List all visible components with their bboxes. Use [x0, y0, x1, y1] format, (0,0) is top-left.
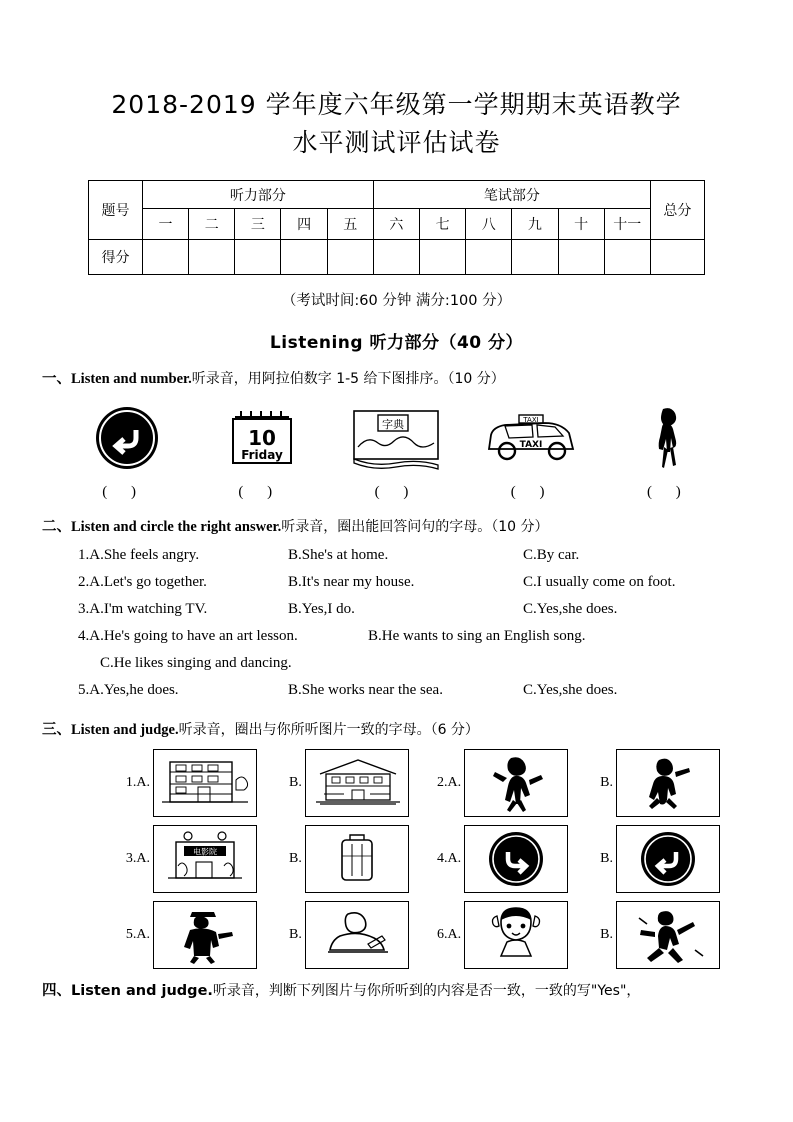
- score-table-total: 总分: [650, 181, 704, 240]
- score-cell-11[interactable]: [604, 240, 650, 275]
- question-4-heading: [42, 979, 793, 1000]
- choice-row-3: [78, 596, 793, 623]
- score-table-num-11: 十一: [604, 209, 650, 240]
- score-cell-8[interactable]: [466, 240, 512, 275]
- judge-item-3a[interactable]: [120, 825, 257, 893]
- girl-jumping-icon: [616, 749, 720, 817]
- judge-row-2: [120, 825, 720, 893]
- score-table-label-number: 题号: [89, 181, 143, 240]
- question-3-index: 三、: [42, 722, 71, 738]
- score-table-num-5: 五: [327, 209, 373, 240]
- score-table-num-7: 七: [420, 209, 466, 240]
- choice-row-4: [78, 623, 793, 650]
- listening-section-heading: Listening 听力部分（40 分）: [269, 333, 524, 353]
- house-building-icon: [305, 749, 409, 817]
- question-1-heading: [42, 367, 793, 388]
- judge-label-5a[interactable]: 5.A.: [125, 927, 150, 942]
- bracket-3[interactable]: ( ): [374, 484, 419, 500]
- question-1-title-cn: 听录音，用阿拉伯数字 1-5 给下图排序。（10 分）: [191, 371, 505, 387]
- judge-item-3b[interactable]: [276, 825, 409, 893]
- judge-label-1a[interactable]: 1.A.: [125, 775, 150, 790]
- choice-row-5: [78, 677, 793, 704]
- judge-label-6a[interactable]: 6.A.: [437, 927, 462, 942]
- judge-label-6b[interactable]: B.: [600, 927, 613, 942]
- judge-item-1b[interactable]: [276, 749, 409, 817]
- svg-text:10: 10: [247, 426, 276, 450]
- question-2-heading: [42, 515, 793, 536]
- choice-2-a[interactable]: 2.A.Let's go together.: [78, 574, 207, 590]
- choice-row-2: [78, 569, 793, 596]
- choice-5-a[interactable]: 5.A.Yes,he does.: [78, 682, 179, 698]
- choice-2-c[interactable]: C.I usually come on foot.: [523, 574, 676, 590]
- judge-label-2b[interactable]: B.: [600, 775, 613, 790]
- score-cell-10[interactable]: [558, 240, 604, 275]
- choice-4-c[interactable]: C.He likes singing and dancing.: [100, 655, 292, 671]
- judge-item-4a[interactable]: [431, 825, 568, 893]
- choice-1-c[interactable]: C.By car.: [523, 547, 580, 563]
- judge-label-4a[interactable]: 4.A.: [437, 851, 462, 866]
- svg-text:TAXI: TAXI: [523, 416, 539, 424]
- judge-row-1: [120, 749, 720, 817]
- score-table-section-listening: 听力部分: [142, 181, 373, 209]
- cinema-building-icon: [153, 825, 257, 893]
- judge-label-3a[interactable]: 3.A.: [125, 851, 150, 866]
- question-1-index: 一、: [42, 371, 71, 387]
- turn-right-sign-icon: [464, 825, 568, 893]
- judge-label-1b[interactable]: B.: [289, 775, 302, 790]
- question-3-title-cn: 听录音，圈出与你所听图片一致的字母。（6 分）: [178, 722, 479, 738]
- calendar-friday-icon: [207, 400, 317, 476]
- score-table-num-8: 八: [466, 209, 512, 240]
- score-table-num-4: 四: [281, 209, 327, 240]
- svg-text:TAXI: TAXI: [519, 440, 543, 450]
- person-walking-icon: [611, 400, 721, 476]
- girl-dancing-icon: [464, 749, 568, 817]
- score-table: [88, 180, 705, 275]
- choice-4-b[interactable]: B.He wants to sing an English song.: [368, 628, 586, 644]
- judge-item-5a[interactable]: [120, 901, 257, 969]
- score-table-section-written: 笔试部分: [373, 181, 650, 209]
- judge-item-1a[interactable]: [120, 749, 257, 817]
- man-writing-icon: [305, 901, 409, 969]
- girl-face-icon: [464, 901, 568, 969]
- score-table-num-1: 一: [142, 209, 188, 240]
- judge-label-5b[interactable]: B.: [289, 927, 302, 942]
- score-table-num-6: 六: [373, 209, 419, 240]
- question-4-title-cn: 听录音，判断下列图片与你所听到的内容是否一致，一致的写"Yes"，: [212, 983, 641, 999]
- question-4-index: 四、: [42, 983, 71, 999]
- score-cell-2[interactable]: [189, 240, 235, 275]
- choice-5-b[interactable]: B.She works near the sea.: [288, 682, 443, 698]
- judge-item-6b[interactable]: [587, 901, 720, 969]
- suitcase-icon: [305, 825, 409, 893]
- arrow-left-sign-icon: [72, 400, 182, 476]
- question-2-choices: [78, 542, 793, 704]
- judge-item-6a[interactable]: [431, 901, 568, 969]
- person-running-icon: [616, 901, 720, 969]
- judge-item-5b[interactable]: [276, 901, 409, 969]
- score-cell-total[interactable]: [650, 240, 704, 275]
- score-cell-6[interactable]: [373, 240, 419, 275]
- bracket-2[interactable]: ( ): [238, 484, 283, 500]
- choice-4-a[interactable]: 4.A.He's going to have an art lesson.: [78, 628, 298, 644]
- question-3-grid: [120, 749, 720, 969]
- judge-label-3b[interactable]: B.: [289, 851, 302, 866]
- judge-label-2a[interactable]: 2.A.: [437, 775, 462, 790]
- title-line-2: 水平测试评估试卷: [292, 128, 501, 157]
- choice-3-b[interactable]: B.Yes,I do.: [288, 601, 355, 617]
- svg-text:Friday: Friday: [241, 448, 283, 462]
- choice-row-4-cont: [78, 650, 793, 677]
- bracket-5[interactable]: ( ): [646, 484, 691, 500]
- question-2-title-cn: 听录音，圈出能回答问句的字母。（10 分）: [281, 519, 549, 535]
- choice-3-a[interactable]: 3.A.I'm watching TV.: [78, 601, 208, 617]
- question-1-answer-brackets: [56, 484, 737, 501]
- score-cell-1[interactable]: [142, 240, 188, 275]
- question-4-title-en: Listen and judge.: [71, 983, 213, 999]
- judge-item-4b[interactable]: [587, 825, 720, 893]
- svg-text:字典: 字典: [382, 418, 405, 431]
- score-cell-9[interactable]: [512, 240, 558, 275]
- score-table-num-3: 三: [235, 209, 281, 240]
- title-line-1: 2018-2019 学年度六年级第一学期期末英语教学: [111, 90, 682, 119]
- taxi-car-icon: [476, 400, 586, 476]
- choice-row-1: [78, 542, 793, 569]
- choice-1-b[interactable]: B.She's at home.: [288, 547, 389, 563]
- score-table-label-score: 得分: [89, 240, 143, 275]
- score-cell-7[interactable]: [420, 240, 466, 275]
- school-building-icon: [153, 749, 257, 817]
- question-1-picture-row: [60, 398, 733, 476]
- choice-2-b[interactable]: B.It's near my house.: [288, 574, 415, 590]
- score-table-num-2: 二: [189, 209, 235, 240]
- judge-label-4b[interactable]: B.: [600, 851, 613, 866]
- choice-1-a[interactable]: 1.A.She feels angry.: [78, 547, 200, 563]
- score-table-num-9: 九: [512, 209, 558, 240]
- judge-item-2a[interactable]: [431, 749, 568, 817]
- score-cell-3[interactable]: [235, 240, 281, 275]
- turn-left-sign-icon: [616, 825, 720, 893]
- judge-item-2b[interactable]: [587, 749, 720, 817]
- question-2-title-en: Listen and circle the right answer.: [71, 519, 282, 535]
- score-cell-4[interactable]: [281, 240, 327, 275]
- judge-row-3: [120, 901, 720, 969]
- exam-info: （考试时间:60 分钟 满分:100 分）: [281, 293, 512, 309]
- question-3-title-en: Listen and judge.: [71, 722, 179, 738]
- svg-text:电影院: 电影院: [193, 847, 217, 857]
- bracket-1[interactable]: ( ): [102, 484, 146, 500]
- question-1-title-en: Listen and number.: [71, 371, 192, 387]
- policeman-icon: [153, 901, 257, 969]
- score-table-num-10: 十: [558, 209, 604, 240]
- choice-3-c[interactable]: C.Yes,she does.: [523, 601, 618, 617]
- question-2-index: 二、: [42, 519, 71, 535]
- score-cell-5[interactable]: [327, 240, 373, 275]
- dictionary-book-icon: [341, 400, 451, 476]
- page-title: [0, 0, 793, 162]
- choice-5-c[interactable]: C.Yes,she does.: [523, 682, 618, 698]
- question-3-heading: [42, 718, 793, 739]
- bracket-4[interactable]: ( ): [510, 484, 555, 500]
